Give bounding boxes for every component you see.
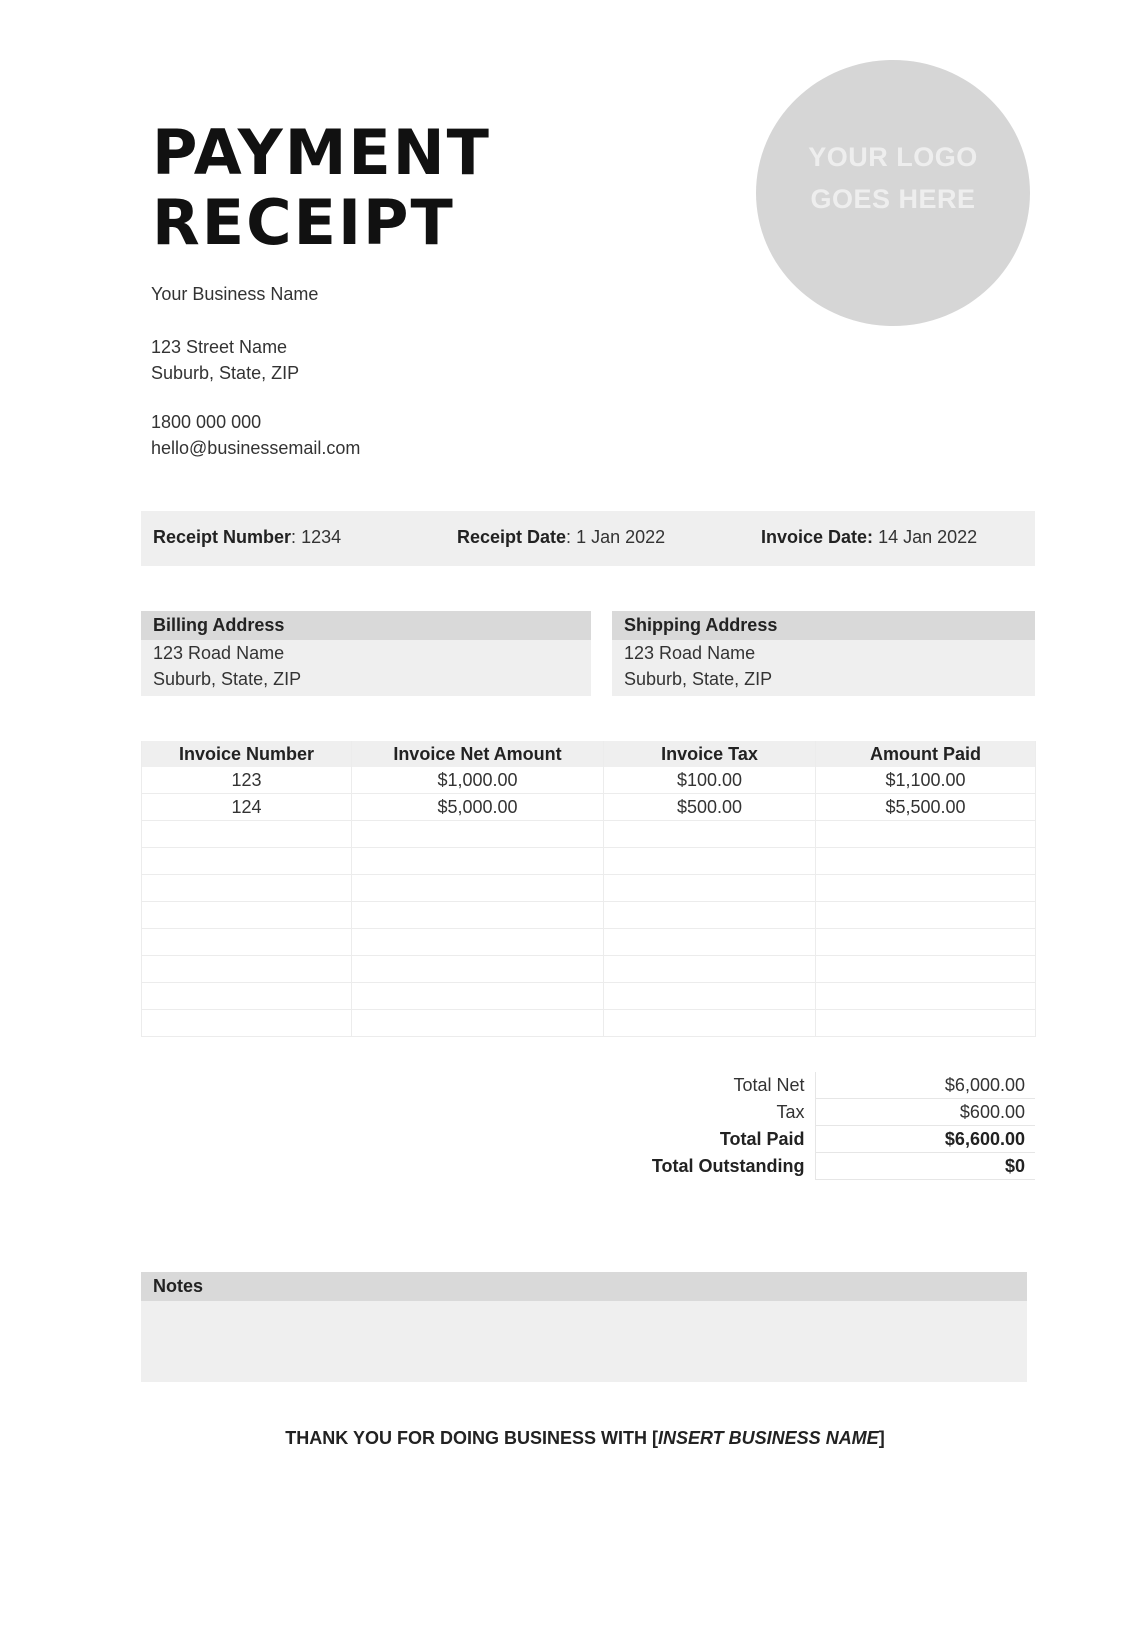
table-row xyxy=(142,794,1036,821)
cell-amount-paid xyxy=(816,1010,1036,1037)
invoice-date-value: 14 Jan 2022 xyxy=(878,527,978,547)
business-email: hello@businessemail.com xyxy=(151,438,361,458)
logo-placeholder xyxy=(756,60,1030,326)
total-net-value: $6,000.00 xyxy=(815,1072,1035,1099)
receipt-date-label: Receipt Date xyxy=(457,527,567,547)
invoice-date xyxy=(761,527,977,548)
thank-you-message xyxy=(0,1428,1140,1449)
cell-tax xyxy=(604,902,816,929)
cell-net-amount xyxy=(352,848,604,875)
table-row xyxy=(142,821,1036,848)
cell-tax xyxy=(604,1010,816,1037)
notes-heading: Notes xyxy=(141,1272,1027,1301)
notes-box xyxy=(141,1272,1027,1382)
cell-amount-paid xyxy=(816,956,1036,983)
cell-invoice-number xyxy=(142,1010,352,1037)
cell-tax xyxy=(604,875,816,902)
cell-invoice-number: 123 xyxy=(142,767,352,794)
cell-invoice-number xyxy=(142,875,352,902)
billing-address-line-1: 123 Road Name xyxy=(153,643,285,663)
cell-net-amount xyxy=(352,875,604,902)
title-line-2: RECEIPT xyxy=(152,186,455,259)
cell-net-amount xyxy=(352,902,604,929)
cell-invoice-number: 124 xyxy=(142,794,352,821)
billing-address-heading: Billing Address xyxy=(141,611,591,640)
receipt-date: Receipt Date: 1 Jan 2022 xyxy=(457,527,666,547)
invoice-date-label: Invoice Date: xyxy=(761,527,874,547)
cell-amount-paid: $5,500.00 xyxy=(816,794,1036,821)
receipt-number-label: Receipt Number xyxy=(153,527,292,547)
page-title xyxy=(152,118,491,258)
title-line-1: PAYMENT xyxy=(152,116,491,189)
cell-invoice-number xyxy=(142,902,352,929)
totals-table xyxy=(560,1072,1035,1180)
table-row xyxy=(142,848,1036,875)
receipt-number: Receipt Number: 1234 xyxy=(153,527,342,547)
business-name: Your Business Name xyxy=(151,284,319,304)
cell-net-amount xyxy=(352,1010,604,1037)
invoice-table xyxy=(141,741,1036,1037)
invoice-table-header-row xyxy=(142,741,1036,767)
cell-tax xyxy=(604,956,816,983)
cell-tax xyxy=(604,848,816,875)
receipt-meta-band xyxy=(141,511,1035,566)
cell-amount-paid xyxy=(816,983,1036,1010)
cell-invoice-number xyxy=(142,848,352,875)
billing-address-box xyxy=(141,611,591,696)
cell-invoice-number xyxy=(142,956,352,983)
total-paid-value: $6,600.00 xyxy=(815,1126,1035,1153)
thank-you-text: THANK YOU FOR DOING BUSINESS WITH [ xyxy=(285,1428,658,1448)
column-header-invoice-net-amount: Invoice Net Amount xyxy=(352,741,604,767)
shipping-address-box xyxy=(612,611,1035,696)
cell-net-amount xyxy=(352,956,604,983)
business-name-placeholder: INSERT BUSINESS NAME xyxy=(657,1428,879,1448)
table-row xyxy=(142,1010,1036,1037)
column-header-amount-paid: Amount Paid xyxy=(816,741,1036,767)
table-row xyxy=(142,983,1036,1010)
shipping-address-line-2: Suburb, State, ZIP xyxy=(624,669,773,689)
table-row xyxy=(142,956,1036,983)
cell-net-amount xyxy=(352,983,604,1010)
column-header-invoice-number: Invoice Number xyxy=(142,741,352,767)
billing-address-line-2: Suburb, State, ZIP xyxy=(153,669,302,689)
cell-invoice-number xyxy=(142,821,352,848)
cell-net-amount xyxy=(352,929,604,956)
tax-label: Tax xyxy=(776,1101,805,1122)
business-contact xyxy=(151,409,360,461)
totals-row-paid xyxy=(560,1126,1035,1153)
receipt-date-value: 1 Jan 2022 xyxy=(576,527,666,547)
total-net-label: Total Net xyxy=(733,1074,805,1095)
cell-amount-paid xyxy=(816,902,1036,929)
cell-tax: $100.00 xyxy=(604,767,816,794)
totals-row-outstanding xyxy=(560,1153,1035,1180)
cell-invoice-number xyxy=(142,929,352,956)
total-outstanding-value: $0 xyxy=(815,1153,1035,1180)
business-street: 123 Street Name xyxy=(151,337,288,357)
shipping-address-heading: Shipping Address xyxy=(612,611,1035,640)
cell-amount-paid xyxy=(816,875,1036,902)
receipt-number-value: 1234 xyxy=(301,527,342,547)
logo-text-line-1: YOUR LOGO xyxy=(808,142,978,172)
table-row xyxy=(142,767,1036,794)
business-city: Suburb, State, ZIP xyxy=(151,363,300,383)
totals-row-net xyxy=(560,1072,1035,1099)
cell-tax: $500.00 xyxy=(604,794,816,821)
cell-invoice-number xyxy=(142,983,352,1010)
totals-row-tax xyxy=(560,1099,1035,1126)
table-row xyxy=(142,875,1036,902)
cell-amount-paid xyxy=(816,848,1036,875)
logo-text-line-2: GOES HERE xyxy=(810,184,976,214)
business-address xyxy=(151,334,299,386)
cell-tax xyxy=(604,821,816,848)
cell-net-amount: $5,000.00 xyxy=(352,794,604,821)
table-row xyxy=(142,902,1036,929)
cell-net-amount xyxy=(352,821,604,848)
thank-you-close: ] xyxy=(878,1428,885,1448)
cell-amount-paid: $1,100.00 xyxy=(816,767,1036,794)
tax-value: $600.00 xyxy=(815,1099,1035,1126)
cell-tax xyxy=(604,929,816,956)
cell-tax xyxy=(604,983,816,1010)
cell-amount-paid xyxy=(816,821,1036,848)
column-header-invoice-tax: Invoice Tax xyxy=(604,741,816,767)
cell-amount-paid xyxy=(816,929,1036,956)
total-outstanding-label: Total Outstanding xyxy=(651,1155,805,1176)
shipping-address-line-1: 123 Road Name xyxy=(624,643,756,663)
table-row xyxy=(142,929,1036,956)
business-phone: 1800 000 000 xyxy=(151,412,262,432)
cell-net-amount: $1,000.00 xyxy=(352,767,604,794)
total-paid-label: Total Paid xyxy=(719,1128,805,1149)
